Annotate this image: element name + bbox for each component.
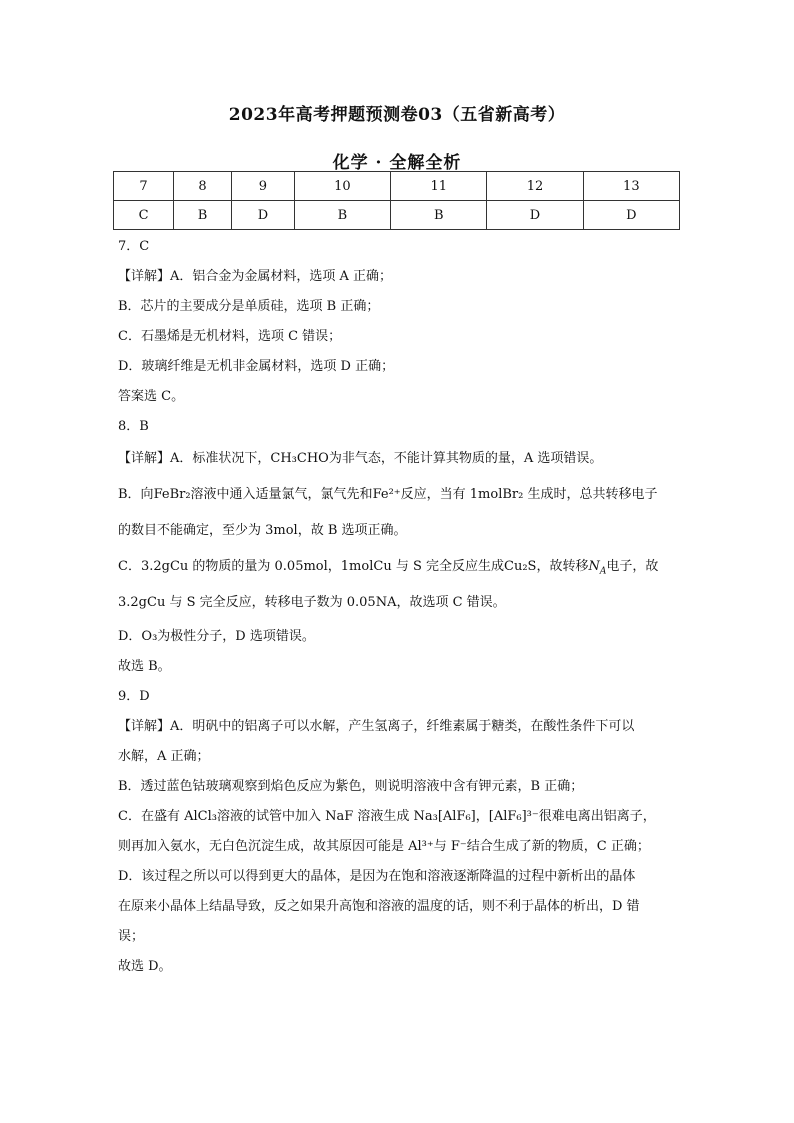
q8-heading: 8．B [118, 419, 149, 434]
question-number-cell: 9 [232, 172, 295, 201]
q7-option-d: D．玻璃纤维是无机非金属材料，选项 D 正确； [118, 359, 395, 374]
q9-option-d-cont: 在原来小晶体上结晶导致，反之如果升高饱和溶液的温度的话，则不利于晶体的析出，D 错 [118, 899, 640, 914]
q8-option-d: D．O₃为极性分子，D 选项错误。 [118, 629, 315, 644]
answer-cell: D [583, 201, 679, 230]
question-number-cell: 11 [391, 172, 487, 201]
q8-c-text: 电子，故 [606, 559, 659, 574]
q7-option-c: C．石墨烯是无机材料，选项 C 错误； [118, 329, 342, 344]
page-title: 2023年高考押题预测卷03（五省新高考） [228, 105, 566, 125]
q8-a-text: 为非气态，不能计算其物质的量，A 选项错误。 [328, 451, 603, 466]
answer-cell: D [487, 201, 583, 230]
answer-table-answer-row [114, 201, 680, 230]
q8-c-avogadro: $N_A$ [588, 559, 607, 577]
q8-option-b-cont: 的数目不能确定，至少为 3mol，故 B 选项正确。 [118, 523, 407, 538]
q8-b-ion: Fe²⁺ [372, 487, 401, 502]
q9-option-d: D．该过程之所以可以得到更大的晶体，是因为在饱和溶液逐渐降温的过程中新析出的晶体 [118, 869, 636, 884]
q8-b-text: 反应，当有 1molBr₂ 生成时，总共转移电子 [400, 487, 658, 502]
answer-cell: C [114, 201, 174, 230]
q8-b-text: B．向 [118, 487, 154, 502]
q8-c-text: C．3.2gCu 的物质的量为 0.05mol，1molCu 与 S 完全反应生成 [118, 559, 504, 574]
answer-cell: B [294, 201, 390, 230]
q8-a-text: 【详解】A．标准状况下， [118, 451, 271, 466]
q9-conclusion: 故选 D。 [118, 959, 172, 974]
q8-conclusion: 故选 B。 [118, 659, 171, 674]
q8-option-b [118, 482, 688, 518]
q9-heading: 9．D [118, 689, 150, 704]
q9-option-a-cont: 水解，A 正确； [118, 749, 210, 764]
question-number-cell: 12 [487, 172, 583, 201]
q8-option-c [118, 554, 688, 590]
q9-option-b: B．透过蓝色钴玻璃观察到焰色反应为紫色，则说明溶液中含有钾元素，B 正确； [118, 779, 584, 794]
q9-option-c: C．在盛有 AlCl₃溶液的试管中加入 NaF 溶液生成 Na₃[AlF₆]，[AlF₆]³⁻很难电离出铝离子， [118, 809, 656, 824]
answer-table-number-row [114, 172, 680, 201]
q8-b-text: 溶液中通入适量氯气，氯气先和 [190, 487, 373, 502]
q8-option-a [118, 446, 688, 482]
question-number-cell: 10 [294, 172, 390, 201]
answer-cell: B [174, 201, 232, 230]
answer-cell: D [232, 201, 295, 230]
page-subtitle: 化学 · 全解全析 [332, 153, 462, 173]
question-number-cell: 7 [114, 172, 174, 201]
q7-conclusion: 答案选 C。 [118, 389, 185, 404]
q8-c-text: ，故转移 [536, 559, 589, 574]
q9-option-a: 【详解】A．明矾中的铝离子可以水解，产生氢离子，纤维素属于糖类，在酸性条件下可以 [118, 719, 635, 734]
q8-a-formula: CH₃CHO [270, 451, 329, 466]
q8-option-c-cont: 3.2gCu 与 S 完全反应，转移电子数为 0.05NA，故选项 C 错误。 [118, 595, 506, 610]
answer-cell: B [391, 201, 487, 230]
q9-option-c-cont: 则再加入氨水，无白色沉淀生成，故其原因可能是 Al³⁺与 F⁻结合生成了新的物质，C 正确； [118, 839, 650, 854]
q9-option-d-cont: 误； [118, 929, 145, 944]
q7-option-b: B．芯片的主要成分是单质硅，选项 B 正确； [118, 299, 380, 314]
q8-c-formula: Cu₂S [504, 559, 537, 574]
solution-content [118, 236, 688, 986]
answer-table [113, 171, 680, 230]
q7-heading: 7．C [118, 239, 150, 254]
q7-option-a: 【详解】A．铝合金为金属材料，选项 A 正确； [118, 269, 393, 284]
question-number-cell: 13 [583, 172, 679, 201]
q8-b-formula: FeBr₂ [153, 487, 191, 502]
question-number-cell: 8 [174, 172, 232, 201]
